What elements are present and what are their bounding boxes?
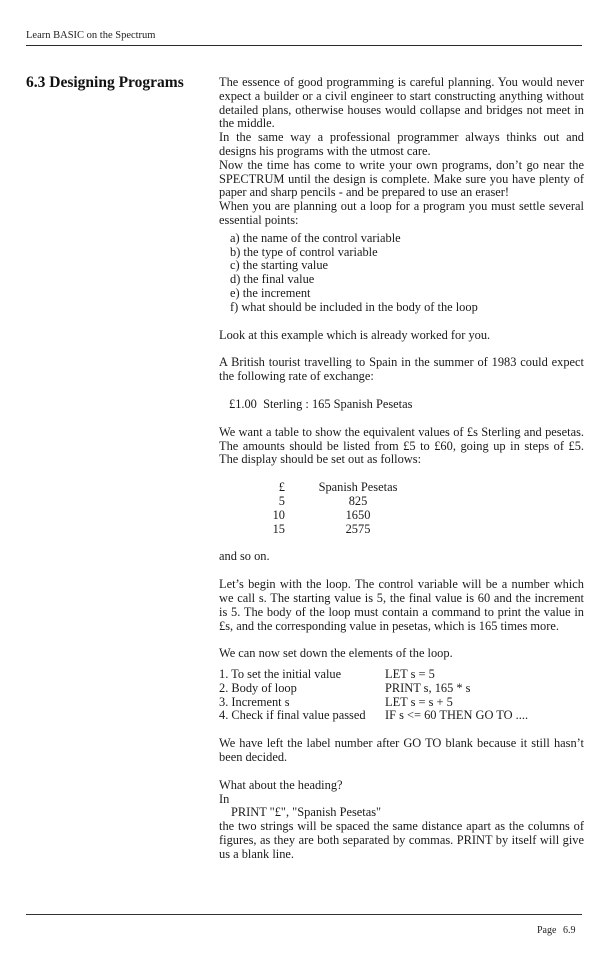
paragraph: Now the time has come to write your own programs, don’t go near the SPECTRUM until the design is complete. Make sure you have plenty of paper and sharp pencils - and be prepared to use an eraser! — [219, 157, 584, 200]
step-label: 2. Body of loop — [219, 680, 297, 695]
table-header: £ — [278, 480, 285, 495]
table-cell: 2575 — [345, 521, 371, 536]
paragraph: A British tourist travelling to Spain in the summer of 1983 could expect the following rate of exchange: — [219, 355, 584, 384]
exchange-rate: £1.00 Sterling : 165 Spanish Pesetas — [229, 396, 413, 411]
step-label: 3. Increment s — [219, 694, 290, 709]
main-text — [219, 76, 584, 862]
paragraph: When you are planning out a loop for a program you must settle several essential points: — [219, 199, 584, 227]
table-cell: 825 — [348, 493, 368, 508]
step-label: 4. Check if final value passed — [219, 708, 366, 723]
running-header: Learn BASIC on the Spectrum — [26, 30, 156, 41]
table-cell: 1650 — [345, 507, 371, 522]
conversion-table — [233, 481, 584, 536]
footer-rule — [26, 914, 582, 915]
paragraph: and so on. — [219, 549, 270, 564]
list-item: d) the final value — [230, 272, 315, 287]
list-item: e) the increment — [230, 285, 311, 300]
step-label: 1. To set the initial value — [219, 667, 342, 682]
list-item: c) the starting value — [230, 258, 329, 273]
essential-points-list — [230, 232, 584, 315]
step-code: LET s = 5 — [385, 667, 435, 682]
paragraph: In — [219, 791, 230, 806]
paragraph: Let’s begin with the loop. The control variable will be a number which we call s. The starting value is 5, the final value is 60 and the increment is 5. The body of the loop must contain a command to print the value in £s, and the corresponding value in pesetas, which is 165 times more. — [219, 577, 584, 633]
step-code: PRINT s, 165 * s — [385, 680, 471, 695]
paragraph: We can now set down the elements of the loop. — [219, 646, 453, 661]
loop-steps — [219, 668, 584, 723]
table-header: Spanish Pesetas — [318, 480, 398, 495]
header-rule — [26, 45, 582, 46]
paragraph: Look at this example which is already worked for you. — [219, 327, 491, 342]
paragraph: We want a table to show the equivalent values of £s Sterling and pesetas. The amounts should be listed from £5 to £60, going up in steps of £5. The display should be set out as follows: — [219, 424, 584, 467]
paragraph: What about the heading? — [219, 777, 343, 792]
paragraph: The essence of good programming is careful planning. You would never expect a builder or a civil engineer to start constructing anything without detailed plans, otherwise houses would collapse and bridges not meet in the middle. — [219, 75, 584, 131]
list-item: b) the type of control variable — [230, 244, 378, 259]
print-statement: PRINT "£", "Spanish Pesetas" — [231, 805, 382, 820]
table-cell: 5 — [278, 493, 285, 508]
table-cell: 10 — [272, 507, 285, 522]
page-number: Page 6.9 — [537, 925, 576, 936]
table-cell: 15 — [272, 521, 285, 536]
section-title: 6.3 Designing Programs — [26, 74, 184, 91]
list-item: a) the name of the control variable — [230, 230, 401, 245]
step-code: LET s = s + 5 — [385, 694, 453, 709]
list-item: f) what should be included in the body of the loop — [230, 299, 478, 314]
step-code: IF s <= 60 THEN GO TO .... — [385, 708, 529, 723]
paragraph: We have left the label number after GO TO blank because it still hasn’t been decided. — [219, 736, 584, 765]
paragraph: In the same way a professional programmer always thinks out and designs his programs with the utmost care. — [219, 130, 584, 158]
paragraph: the two strings will be spaced the same distance apart as the columns of figures, as they are both separated by commas. PRINT by itself will give us a blank line. — [219, 819, 584, 861]
